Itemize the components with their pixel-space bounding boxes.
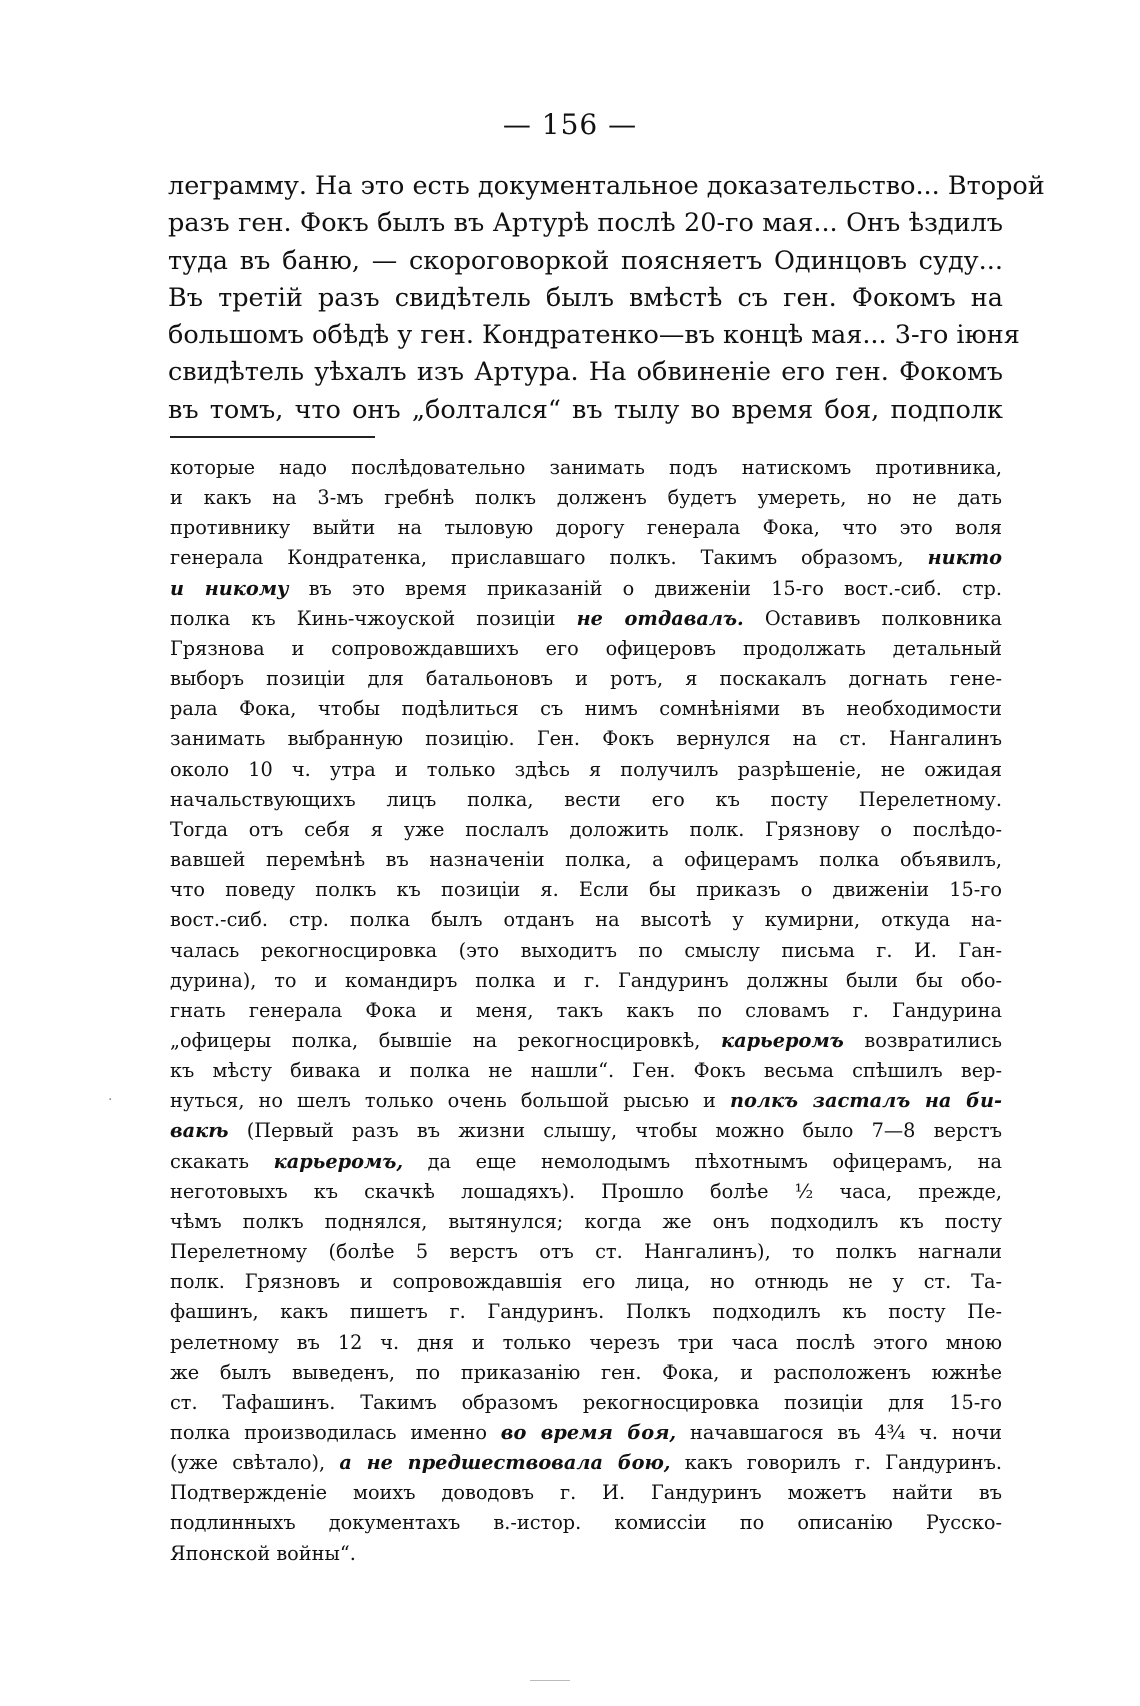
footnote-line <box>170 604 1002 634</box>
footnote-line: же былъ выведенъ, по приказанію ген. Фока, и расположенъ южнѣе <box>170 1360 1002 1384</box>
footnote-line: и какъ на 3-мъ гребнѣ полкъ долженъ будетъ умереть, но не дать <box>170 486 1002 510</box>
footnote-line <box>170 1026 1002 1056</box>
footnote-line: что поведу полкъ къ позиціи я. Если бы приказъ о движеніи 15-го <box>170 878 1002 902</box>
footnote-line: которые надо послѣдовательно занимать подъ натискомъ противника, <box>170 456 1002 479</box>
footnote-text: (уже свѣтало), <box>170 1451 326 1475</box>
footnote-line: къ мѣсту бивака и полка не нашли“. Ген. Фокъ весьма спѣшилъ вер- <box>170 1059 1002 1083</box>
footnote-line: дурина), то и командиръ полка и г. Гандуринъ должны были бы обо- <box>170 968 1002 992</box>
footnote-text: скакать <box>170 1149 250 1173</box>
emphasis: полкъ засталъ на би- <box>729 1089 1002 1113</box>
footnote-line: занимать выбранную позицію. Ген. Фокъ вернулся на ст. Нангалинъ <box>170 727 1002 751</box>
footnote-line <box>170 1418 1002 1448</box>
footnote-text: полка производилась именно <box>170 1421 487 1444</box>
footnote <box>170 453 1002 1569</box>
footnote-line <box>170 1116 1002 1146</box>
emphasis: во время боя, <box>500 1421 677 1444</box>
text-line: въ томъ, что онъ „болтался“ въ тылу во время боя, подполк <box>168 394 1003 425</box>
footnote-line: вавшей перемѣнѣ въ назначеніи полка, а офицерамъ полка объявилъ, <box>170 848 1002 872</box>
footnote-line: Тогда отъ себя я уже послалъ доложить полк. Грязнову о послѣдо- <box>170 817 1002 841</box>
footnote-line: полк. Грязновъ и сопровождавшія его лица, но отнюдь не у ст. Та- <box>170 1270 1002 1294</box>
emphasis: и никому <box>170 576 289 600</box>
footnote-text: „офицеры полка, бывшіе на рекогносцировкѣ, <box>170 1028 701 1052</box>
footnote-text: нуться, но шелъ только очень большой рысью и <box>170 1089 716 1113</box>
footnote-text: въ это время приказаній о движеніи 15-го вост.-сиб. стр. <box>308 576 1002 600</box>
footnote-line: Японской войны“. <box>170 1541 356 1565</box>
footnote-line: чѣмъ полкъ поднялся, вытянулся; когда же онъ подходилъ къ посту <box>170 1209 1002 1233</box>
footnote-line: вост.-сиб. стр. полка былъ отданъ на высотѣ у кумирни, откуда на- <box>170 908 1002 932</box>
footnote-line <box>170 1448 1002 1478</box>
footnote-line: неготовыхъ къ скачкѣ лошадяхъ). Прошло болѣе ½ часа, прежде, <box>170 1179 1002 1203</box>
text-line: туда въ баню, — скороговоркой поясняетъ Одинцовъ суду... <box>168 245 1003 276</box>
footnote-text: какъ говорилъ г. Гандуринъ. <box>684 1451 1002 1475</box>
footnote-text: генерала Кондратенка, приславшаго полкъ. Такимъ образомъ, <box>170 546 904 570</box>
page-number: — 156 — <box>502 108 638 141</box>
text-line: Въ третій разъ свидѣтель былъ вмѣстѣ съ ген. Фокомъ на <box>168 282 1003 313</box>
emphasis: вакѣ <box>170 1119 229 1143</box>
emphasis: а не предшествовала бою, <box>339 1451 671 1475</box>
emphasis: никто <box>927 546 1002 570</box>
footnote-line: Перелетному (болѣе 5 верстъ отъ ст. Нангалинъ), то полкъ нагнали <box>170 1240 1002 1264</box>
footnote-line: гнать генерала Фока и меня, такъ какъ по словамъ г. Гандурина <box>170 998 1002 1022</box>
footnote-line <box>170 543 1002 573</box>
emphasis: карьеромъ, <box>273 1149 404 1173</box>
footnote-line: подлинныхъ документахъ в.-истор. комиссіи по описанію Русско- <box>170 1511 1002 1535</box>
main-text <box>168 168 1045 429</box>
footnote-line: начальствующихъ лицъ полка, вести его къ посту Перелетному. <box>170 787 1002 811</box>
footnote-text: Оставивъ полковника <box>764 606 1002 630</box>
footnote-line: Подтвержденіе моихъ доводовъ г. И. Гандуринъ можетъ найти въ <box>170 1481 1002 1505</box>
footnote-line: рала Фока, чтобы подѣлиться съ нимъ сомнѣніями въ необходимости <box>170 697 1002 721</box>
footnote-line: фашинъ, какъ пишетъ г. Гандуринъ. Полкъ подходилъ къ посту Пе- <box>170 1300 1002 1324</box>
text-line: разъ ген. Фокъ былъ въ Артурѣ послѣ 20-го мая... Онъ ѣздилъ <box>168 208 1003 239</box>
emphasis: карьеромъ <box>721 1028 844 1052</box>
footnote-line: чалась рекогносцировка (это выходитъ по смыслу письма г. И. Ган- <box>170 938 1002 962</box>
footnote-line: выборъ позиціи для батальоновъ и ротъ, я поскакалъ догнать гене- <box>170 667 1002 691</box>
footnote-text: возвратились <box>864 1028 1002 1052</box>
footnote-line: около 10 ч. утра и только здѣсь я получилъ разрѣшеніе, не ожидая <box>170 757 1002 781</box>
text-line: большомъ обѣдѣ у ген. Кондратенко—въ концѣ мая... 3-го іюня <box>168 320 1020 351</box>
scan-artifact <box>530 1680 570 1681</box>
footnote-text: (Первый разъ въ жизни слышу, чтобы можно было 7—8 верстъ <box>246 1119 1002 1143</box>
footnote-line <box>170 1147 1002 1177</box>
emphasis: не отдавалъ. <box>576 606 744 630</box>
text-line: свидѣтель уѣхалъ изъ Артура. На обвиненіе его ген. Фокомъ <box>168 357 1003 388</box>
footnote-line: Грязнова и сопровождавшихъ его офицеровъ продолжать детальный <box>170 636 1002 660</box>
footnote-line: релетному въ 12 ч. дня и только черезъ три часа послѣ этого мною <box>170 1330 1002 1354</box>
footnote-line <box>170 574 1002 604</box>
footnote-text: полка къ Кинь-чжоуской позиціи <box>170 606 556 630</box>
text-line: леграмму. На это есть документальное доказательство... Второй <box>168 171 1045 201</box>
footnote-line: противнику выйти на тыловую дорогу генерала Фока, что это воля <box>170 516 1002 540</box>
footnote-text: да еще немолодымъ пѣхотнымъ офицерамъ, на <box>427 1149 1002 1173</box>
footnote-line: ст. Тафашинъ. Такимъ образомъ рекогносцировка позиціи для 15-го <box>170 1390 1002 1414</box>
footnote-text: начавшагося въ 4¾ ч. ночи <box>690 1421 1002 1444</box>
footnote-divider <box>170 436 375 438</box>
scan-speck: · <box>108 1092 113 1108</box>
footnote-line <box>170 1086 1002 1116</box>
